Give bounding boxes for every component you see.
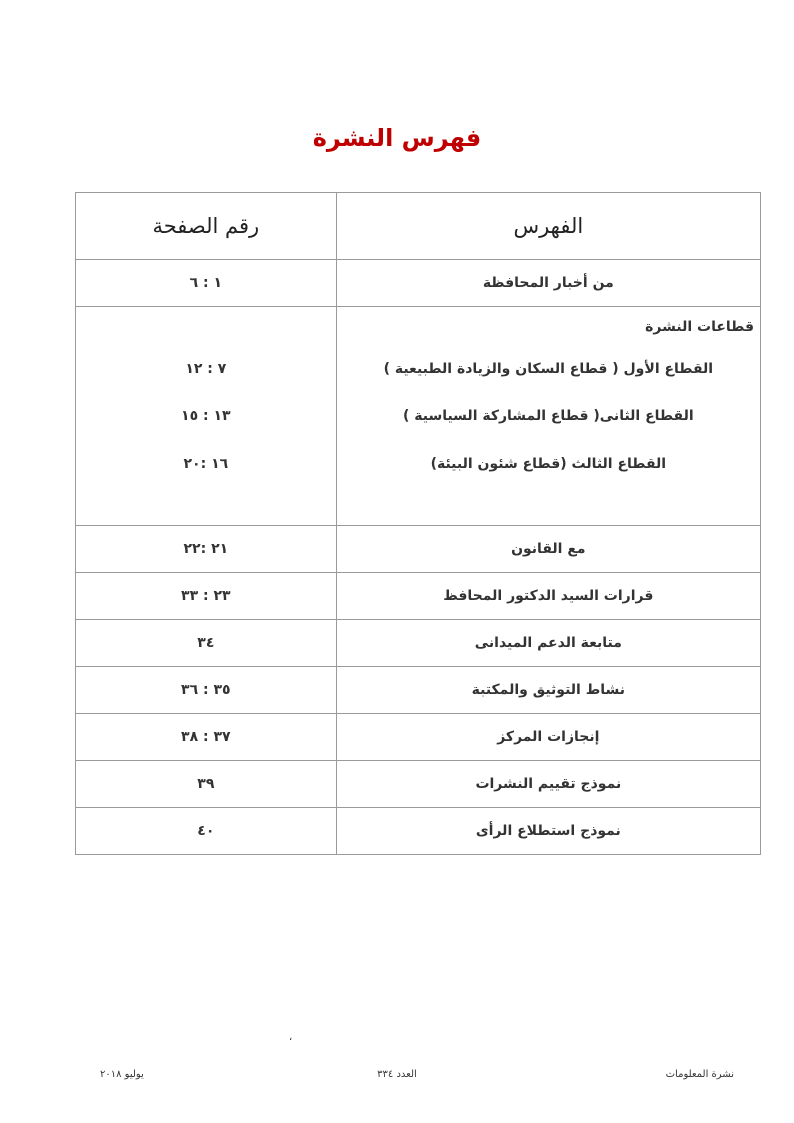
sector-entry: القطاع الثالث (قطاع شئون البيئة) — [430, 456, 667, 472]
table-row — [76, 620, 761, 667]
footer-issue: العدد ٣٣٤ — [377, 1069, 417, 1080]
sectors-row — [76, 307, 761, 526]
page-range: ٤٠ — [76, 808, 337, 855]
sector-entry: القطاع الثانى( قطاع المشاركة السياسية ) — [402, 408, 694, 424]
page-range: ١ : ٦ — [76, 260, 337, 307]
footer-publication: نشرة المعلومات — [665, 1069, 734, 1080]
table-row — [76, 260, 761, 307]
table-row — [76, 573, 761, 620]
footer-date: يوليو ٢٠١٨ — [100, 1069, 144, 1080]
stray-mark: ، — [289, 1032, 293, 1043]
table-row — [76, 761, 761, 808]
table-row — [76, 808, 761, 855]
sectors-heading: قطاعات النشرة — [645, 319, 754, 335]
page-range: ١٦ :٢٠ — [183, 456, 229, 472]
index-column-header: الفهرس — [336, 193, 760, 260]
page-range: ٣٥ : ٣٦ — [76, 667, 337, 714]
sector-entry: القطاع الأول ( قطاع السكان والزيادة الطبيعية ) — [383, 361, 714, 377]
page-column-header: رقم الصفحة — [76, 193, 337, 260]
table-row — [76, 526, 761, 573]
sectors-cell — [336, 307, 760, 526]
table-row — [76, 667, 761, 714]
page-range: ٣٩ — [76, 761, 337, 808]
index-entry: إنجازات المركز — [336, 714, 760, 761]
page-range: ٣٧ : ٣٨ — [76, 714, 337, 761]
page-title: فهرس النشرة — [312, 124, 482, 152]
index-entry: مع القانون — [336, 526, 760, 573]
page-range: ٢١ :٢٢ — [76, 526, 337, 573]
table-row — [76, 714, 761, 761]
index-entry: نموذج تقييم النشرات — [336, 761, 760, 808]
index-entry: نشاط التوثيق والمكتبة — [336, 667, 760, 714]
page-range: ٢٣ : ٣٣ — [76, 573, 337, 620]
index-entry: متابعة الدعم الميدانى — [336, 620, 760, 667]
index-table — [75, 192, 761, 855]
sectors-pages-cell — [76, 307, 337, 526]
index-entry: قرارات السيد الدكتور المحافظ — [336, 573, 760, 620]
page-range: ٣٤ — [76, 620, 337, 667]
index-entry: من أخبار المحافظة — [336, 260, 760, 307]
index-entry: نموذج استطلاع الرأى — [336, 808, 760, 855]
page-range: ٧ : ١٢ — [185, 361, 227, 377]
page-range: ١٣ : ١٥ — [181, 408, 231, 424]
